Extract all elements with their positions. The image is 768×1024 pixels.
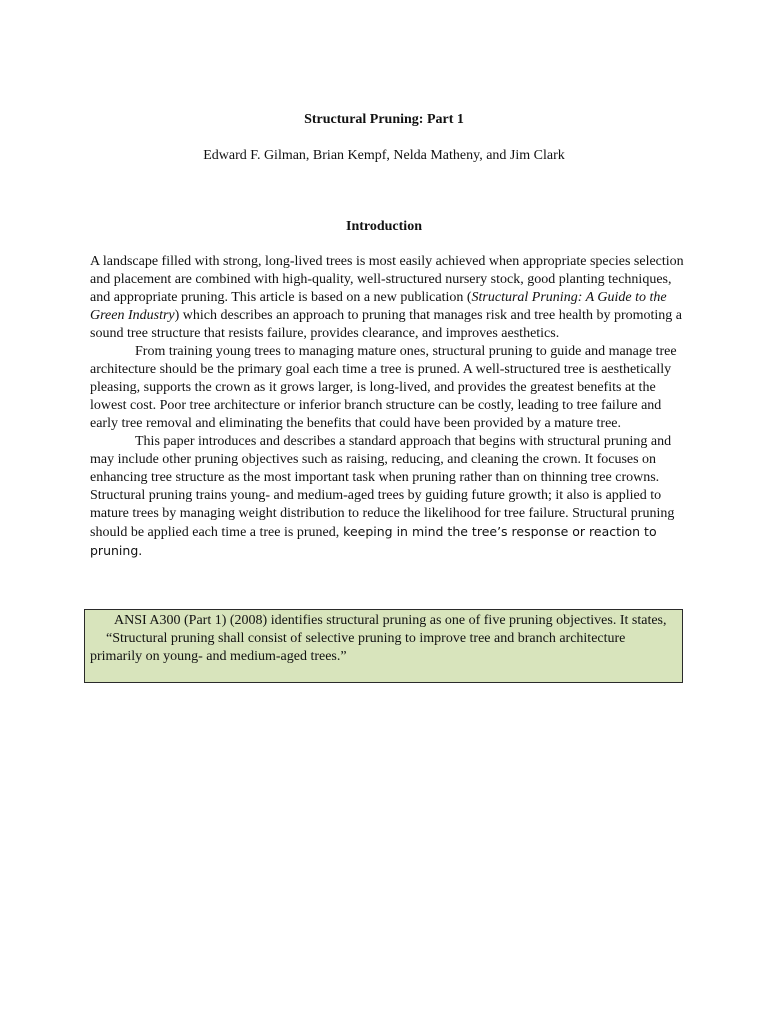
callout-quote: “Structural pruning shall consist of selective pruning to improve tree and branch architecture primarily on young- and medium-aged trees.” [90,631,626,664]
introduction-body [90,253,684,561]
paragraph-1-text-a: A landscape filled with strong, long-lived trees is most easily achieved when appropriate species selection and placement are combined with high-quality, well-structured nursery stock, good planting techniques, and appropriate pruning. This article is based on a new publication ( [90,254,684,305]
document-title: Structural Pruning: Part 1 [304,112,464,127]
publication-title: Structural Pruning: A Guide to the Green Industry [90,290,667,323]
author-line: Edward F. Gilman, Brian Kempf, Nelda Matheny, and Jim Clark [203,148,565,163]
ansi-callout-box [84,609,683,683]
paragraph-1-text-b: ) which describes an approach to pruning that manages risk and tree health by promoting a sound tree structure that resists failure, provides clearance, and improves aesthetics. [90,308,682,341]
callout-intro: ANSI A300 (Part 1) (2008) identifies structural pruning as one of five pruning objectives. It states, [114,613,667,628]
paragraph-3-text: This paper introduces and describes a standard approach that begins with structural pruning and may include other pruning objectives such as raising, reducing, and cleaning the crown. It focuses on enhancing tree structure as the most important task when pruning rather than on thinning tree crowns. Structural pruning trains young- and medium-aged trees by guiding future growth; it also is applied to mature trees by managing weight distribution to reduce the likelihood for tree failure. Structural pruning should be applied each time a tree is pruned, [90,434,675,540]
paragraph-3-tail: keeping in mind the tree’s response or reaction to pruning. [90,524,657,558]
section-heading-introduction: Introduction [346,219,422,234]
paragraph-3 [90,433,684,561]
paragraph-2: From training young trees to managing mature ones, structural pruning to guide and manage tree architecture should be the primary goal each time a tree is pruned. A well-structured tree is aesthetically pleasing, supports the crown as it grows larger, is long-lived, and provides the greatest benefits at the lowest cost. Poor tree architecture or inferior branch structure can be costly, leading to tree failure and early tree removal and eliminating the benefits that could have been provided by a mature tree. [90,344,677,431]
paragraph-1 [90,253,684,343]
